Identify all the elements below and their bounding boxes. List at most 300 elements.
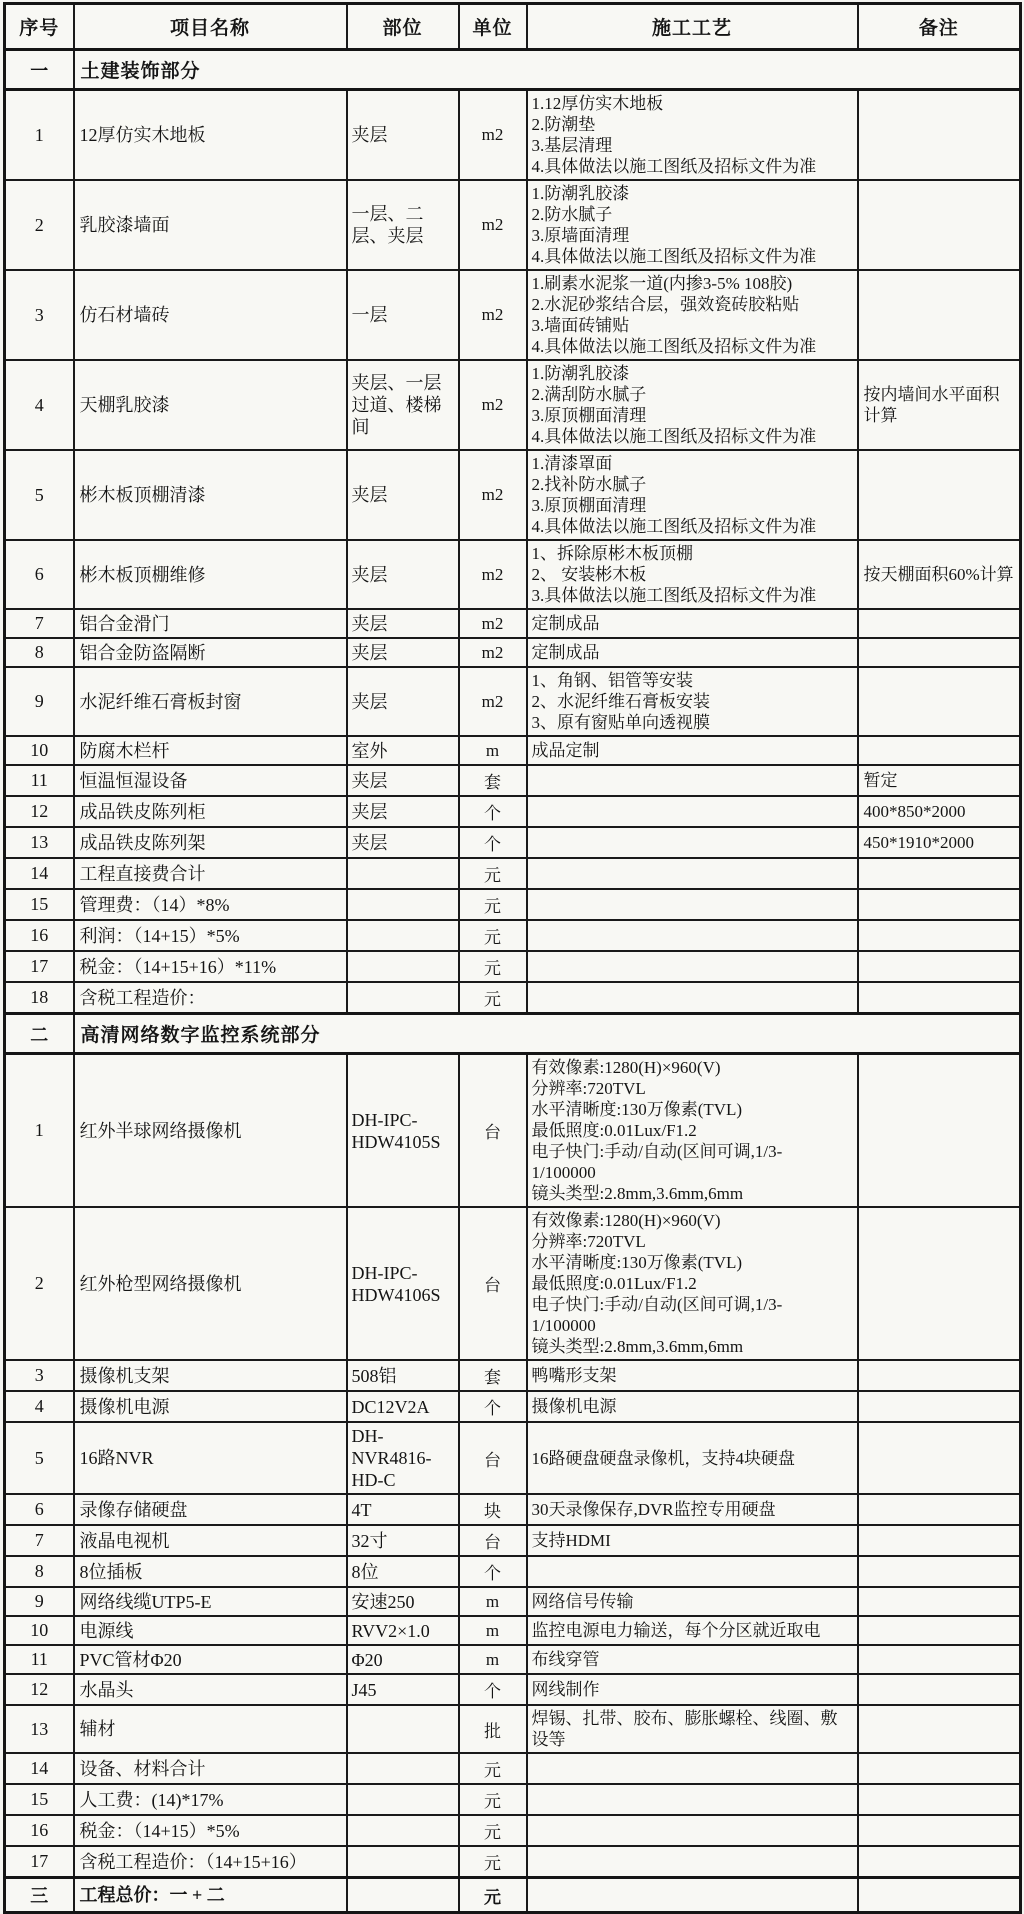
cell-remark — [858, 1391, 1021, 1422]
cell-index: 12 — [5, 1674, 74, 1705]
cell-process — [527, 1525, 858, 1556]
process-line: 镜头类型:2.8mm,3.6mm,6mm — [531, 1337, 744, 1356]
cell-location: 夹层 — [347, 540, 459, 609]
cell-remark: 按内墙间水平面积计算 — [858, 360, 1021, 450]
process-line: 监控电源电力输送，每个分区就近取电 — [531, 1621, 821, 1640]
cell-remark — [858, 1878, 1021, 1913]
cell-location: 夹层 — [347, 90, 459, 181]
table-row — [5, 180, 1021, 270]
table-row — [5, 951, 1021, 982]
cell-location: 夹层 — [347, 609, 459, 638]
cell-unit: 套 — [459, 765, 527, 796]
process-line: 4.具体做法以施工图纸及招标文件为准 — [531, 427, 817, 446]
cell-location: 8位 — [347, 1556, 459, 1587]
cell-remark — [858, 1705, 1021, 1753]
cell-index: 8 — [5, 1556, 74, 1587]
cell-item-name: 红外半球网络摄像机 — [74, 1054, 347, 1208]
cell-index: 18 — [5, 982, 74, 1014]
table-row — [5, 1784, 1021, 1815]
cell-unit: 元 — [459, 982, 527, 1014]
cell-unit: 批 — [459, 1705, 527, 1753]
cell-process — [527, 1616, 858, 1645]
cell-location: RVV2×1.0 — [347, 1616, 459, 1645]
process-line: 有效像素:1280(H)×960(V) — [531, 1211, 721, 1230]
table-row — [5, 982, 1021, 1014]
cell-remark — [858, 1784, 1021, 1815]
process-line: 4.具体做法以施工图纸及招标文件为准 — [531, 157, 817, 176]
cell-remark — [858, 1525, 1021, 1556]
cell-unit: 个 — [459, 827, 527, 858]
cell-process — [527, 1846, 858, 1878]
cell-item-name: 设备、材料合计 — [74, 1753, 347, 1784]
process-line: 定制成品 — [531, 614, 600, 633]
process-line: 4.具体做法以施工图纸及招标文件为准 — [531, 337, 817, 356]
cell-index: 6 — [5, 540, 74, 609]
cell-item-name: PVC管材Φ20 — [74, 1645, 347, 1674]
cell-unit: 个 — [459, 1556, 527, 1587]
process-line: 3、原有窗贴单向透视膜 — [531, 713, 710, 732]
cell-process — [527, 1674, 858, 1705]
cell-unit: m — [459, 1645, 527, 1674]
cell-process — [527, 1784, 858, 1815]
cell-location — [347, 982, 459, 1014]
cell-remark — [858, 920, 1021, 951]
cell-item-name: 摄像机支架 — [74, 1360, 347, 1391]
cell-process — [527, 90, 858, 181]
table-row — [5, 889, 1021, 920]
cell-unit: m — [459, 736, 527, 765]
cell-process — [527, 1054, 858, 1208]
cell-item-name: 利润：（14+15）*5% — [74, 920, 347, 951]
cell-item-name: 摄像机电源 — [74, 1391, 347, 1422]
cell-remark: 暂定 — [858, 765, 1021, 796]
table-row — [5, 1422, 1021, 1494]
cell-item-name: 录像存储硬盘 — [74, 1494, 347, 1525]
cell-process — [527, 1494, 858, 1525]
table-row — [5, 1360, 1021, 1391]
cell-item-name: 工程总价：一 + 二 — [74, 1878, 347, 1913]
cell-unit: 台 — [459, 1207, 527, 1360]
process-line: 焊锡、扎带、胶布、膨胀螺栓、线圈、敷设等 — [531, 1709, 838, 1749]
cell-unit: m2 — [459, 90, 527, 181]
cell-index: 2 — [5, 180, 74, 270]
cell-remark — [858, 982, 1021, 1014]
cell-index: 2 — [5, 1207, 74, 1360]
cell-location — [347, 889, 459, 920]
cell-process — [527, 951, 858, 982]
cell-remark: 450*1910*2000 — [858, 827, 1021, 858]
cell-process — [527, 1587, 858, 1616]
process-line: 分辨率:720TVL — [531, 1079, 646, 1098]
cell-location: 一层、二层、夹层 — [347, 180, 459, 270]
cell-process — [527, 736, 858, 765]
cell-unit: m2 — [459, 180, 527, 270]
cell-location — [347, 1784, 459, 1815]
process-line: 2、 安装彬木板 — [531, 565, 647, 584]
process-line: 2.找补防水腻子 — [531, 475, 647, 494]
cell-remark — [858, 1616, 1021, 1645]
cell-item-name: 电源线 — [74, 1616, 347, 1645]
cell-unit: 元 — [459, 920, 527, 951]
cell-remark — [858, 667, 1021, 736]
cell-item-name: 工程直接费合计 — [74, 858, 347, 889]
cell-index: 5 — [5, 1422, 74, 1494]
table-row — [5, 667, 1021, 736]
process-line: 16路硬盘硬盘录像机，支持4块硬盘 — [531, 1448, 795, 1468]
col-header-process: 施工工艺 — [527, 4, 858, 50]
process-line: 3.墙面砖铺贴 — [531, 316, 630, 335]
cell-unit: 元 — [459, 1753, 527, 1784]
cell-remark — [858, 1422, 1021, 1494]
table-row — [5, 1525, 1021, 1556]
process-line: 4.具体做法以施工图纸及招标文件为准 — [531, 517, 817, 536]
cell-process — [527, 765, 858, 796]
cell-index: 17 — [5, 1846, 74, 1878]
cell-location: 夹层 — [347, 765, 459, 796]
process-line: 1.防潮乳胶漆 — [531, 184, 630, 203]
cell-unit: 个 — [459, 1674, 527, 1705]
cell-process — [527, 920, 858, 951]
cell-index: 15 — [5, 1784, 74, 1815]
table-row — [5, 609, 1021, 638]
cell-location: 夹层、一层过道、楼梯间 — [347, 360, 459, 450]
col-header-unit: 单位 — [459, 4, 527, 50]
cell-index: 1 — [5, 90, 74, 181]
cell-item-name: 网络线缆UTP5-E — [74, 1587, 347, 1616]
process-line: 最低照度:0.01Lux/F1.2 — [531, 1121, 697, 1140]
bill-of-quantities-table — [3, 2, 1022, 1914]
cell-remark — [858, 1815, 1021, 1846]
cell-index: 三 — [5, 1878, 74, 1913]
cell-item-name: 8位插板 — [74, 1556, 347, 1587]
section-title: 土建装饰部分 — [74, 50, 1021, 90]
cell-item-name: 水泥纤维石膏板封窗 — [74, 667, 347, 736]
cell-unit: 元 — [459, 1815, 527, 1846]
process-line: 定制成品 — [531, 643, 600, 662]
cell-location: DC12V2A — [347, 1391, 459, 1422]
col-header-index: 序号 — [5, 4, 74, 50]
process-line: 2.防水腻子 — [531, 205, 613, 224]
cell-unit: 元 — [459, 1878, 527, 1913]
table-row — [5, 920, 1021, 951]
cell-item-name: 铝合金滑门 — [74, 609, 347, 638]
cell-remark — [858, 858, 1021, 889]
table-row — [5, 360, 1021, 450]
cell-process — [527, 609, 858, 638]
cell-process — [527, 638, 858, 667]
cell-unit: 个 — [459, 796, 527, 827]
cell-index: 二 — [5, 1014, 74, 1054]
process-line: 4.具体做法以施工图纸及招标文件为准 — [531, 247, 817, 266]
col-header-name: 项目名称 — [74, 4, 347, 50]
cell-index: 11 — [5, 1645, 74, 1674]
table-row — [5, 1556, 1021, 1587]
cell-process — [527, 1556, 858, 1587]
cell-process — [527, 1360, 858, 1391]
cell-index: 15 — [5, 889, 74, 920]
cell-remark — [858, 1054, 1021, 1208]
table-row — [5, 1705, 1021, 1753]
process-line: 1.刷素水泥浆一道(内掺3-5% 108胶) — [531, 274, 793, 293]
cell-location — [347, 951, 459, 982]
cell-remark — [858, 951, 1021, 982]
process-line: 2.满刮防水腻子 — [531, 385, 647, 404]
process-line: 鸭嘴形支架 — [531, 1366, 617, 1385]
cell-item-name: 成品铁皮陈列架 — [74, 827, 347, 858]
cell-index: 6 — [5, 1494, 74, 1525]
table-row — [5, 1815, 1021, 1846]
cell-location — [347, 920, 459, 951]
cell-index: 12 — [5, 796, 74, 827]
cell-process — [527, 982, 858, 1014]
cell-location — [347, 1753, 459, 1784]
cell-unit: 台 — [459, 1054, 527, 1208]
table-row — [5, 796, 1021, 827]
table-row — [5, 450, 1021, 540]
process-line: 镜头类型:2.8mm,3.6mm,6mm — [531, 1184, 744, 1203]
table-row — [5, 1846, 1021, 1878]
cell-process — [527, 1645, 858, 1674]
table-row — [5, 90, 1021, 181]
cell-unit: 套 — [459, 1360, 527, 1391]
table-row — [5, 1616, 1021, 1645]
cell-remark — [858, 270, 1021, 360]
cell-process — [527, 180, 858, 270]
cell-remark — [858, 1494, 1021, 1525]
table-row — [5, 1753, 1021, 1784]
cell-index: 4 — [5, 1391, 74, 1422]
cell-remark — [858, 1556, 1021, 1587]
process-line: 1.防潮乳胶漆 — [531, 364, 630, 383]
cell-location: 夹层 — [347, 667, 459, 736]
cell-location — [347, 1846, 459, 1878]
cell-remark — [858, 609, 1021, 638]
cell-item-name: 水晶头 — [74, 1674, 347, 1705]
process-line: 2.防潮垫 — [531, 115, 596, 134]
cell-unit: m2 — [459, 667, 527, 736]
cell-item-name: 恒温恒湿设备 — [74, 765, 347, 796]
cell-location: 一层 — [347, 270, 459, 360]
cell-process — [527, 1878, 858, 1913]
table-row — [5, 765, 1021, 796]
cell-item-name: 税金：（14+15）*5% — [74, 1815, 347, 1846]
process-line: 最低照度:0.01Lux/F1.2 — [531, 1274, 697, 1293]
cell-item-name: 天棚乳胶漆 — [74, 360, 347, 450]
process-line: 1.12厚仿实木地板 — [531, 94, 664, 113]
cell-unit: m2 — [459, 270, 527, 360]
cell-index: 13 — [5, 1705, 74, 1753]
cell-index: 14 — [5, 858, 74, 889]
cell-index: 7 — [5, 1525, 74, 1556]
cell-unit: 元 — [459, 858, 527, 889]
cell-remark — [858, 889, 1021, 920]
section-row — [5, 50, 1021, 90]
cell-remark — [858, 450, 1021, 540]
process-line: 3.原墙面清理 — [531, 226, 630, 245]
table-row — [5, 1054, 1021, 1208]
process-line: 3.原顶棚面清理 — [531, 406, 647, 425]
cell-remark — [858, 1645, 1021, 1674]
cell-remark: 按天棚面积60%计算 — [858, 540, 1021, 609]
cell-process — [527, 540, 858, 609]
cell-index: 16 — [5, 1815, 74, 1846]
cell-process — [527, 889, 858, 920]
cell-item-name: 铝合金防盗隔断 — [74, 638, 347, 667]
cell-item-name: 仿石材墙砖 — [74, 270, 347, 360]
cell-item-name: 成品铁皮陈列柜 — [74, 796, 347, 827]
cell-item-name: 16路NVR — [74, 1422, 347, 1494]
cell-unit: m2 — [459, 360, 527, 450]
cell-index: 14 — [5, 1753, 74, 1784]
cell-index: 7 — [5, 609, 74, 638]
cell-unit: 元 — [459, 951, 527, 982]
cell-index: 3 — [5, 1360, 74, 1391]
cell-unit: m2 — [459, 450, 527, 540]
cell-remark — [858, 1753, 1021, 1784]
cell-index: 5 — [5, 450, 74, 540]
cell-location: 32寸 — [347, 1525, 459, 1556]
cell-index: 17 — [5, 951, 74, 982]
cell-index: 11 — [5, 765, 74, 796]
cell-location: DH-NVR4816-HD-C — [347, 1422, 459, 1494]
cell-process — [527, 1705, 858, 1753]
table-row — [5, 858, 1021, 889]
cell-index: 1 — [5, 1054, 74, 1208]
cell-index: 13 — [5, 827, 74, 858]
process-line: 成品定制 — [531, 741, 600, 760]
cell-index: 4 — [5, 360, 74, 450]
cell-location: 508铝 — [347, 1360, 459, 1391]
process-line: 2.水泥砂浆结合层，强效瓷砖胶粘贴 — [531, 295, 800, 314]
cell-process — [527, 858, 858, 889]
cell-location — [347, 1878, 459, 1913]
cell-index: 3 — [5, 270, 74, 360]
cell-location: Φ20 — [347, 1645, 459, 1674]
cell-item-name: 防腐木栏杆 — [74, 736, 347, 765]
cell-location — [347, 1815, 459, 1846]
cell-unit: 块 — [459, 1494, 527, 1525]
process-line: 有效像素:1280(H)×960(V) — [531, 1058, 721, 1077]
cell-location — [347, 858, 459, 889]
process-line: 1、角钢、铝管等安装 — [531, 671, 693, 690]
table-row — [5, 1207, 1021, 1360]
cell-location: DH-IPC-HDW4106S — [347, 1207, 459, 1360]
table-body — [5, 50, 1021, 1913]
cell-process — [527, 827, 858, 858]
cell-unit: m2 — [459, 609, 527, 638]
cell-unit: 台 — [459, 1525, 527, 1556]
cell-index: 一 — [5, 50, 74, 90]
col-header-location: 部位 — [347, 4, 459, 50]
cell-remark — [858, 90, 1021, 181]
process-line: 3.基层清理 — [531, 136, 613, 155]
section-row — [5, 1014, 1021, 1054]
cell-location: 夹层 — [347, 638, 459, 667]
cell-item-name: 辅材 — [74, 1705, 347, 1753]
cell-remark — [858, 736, 1021, 765]
cell-location: 室外 — [347, 736, 459, 765]
cell-item-name: 红外枪型网络摄像机 — [74, 1207, 347, 1360]
cell-remark — [858, 1846, 1021, 1878]
table-row — [5, 1645, 1021, 1674]
process-line: 网线制作 — [531, 1680, 600, 1699]
process-line: 3.原顶棚面清理 — [531, 496, 647, 515]
process-line: 3.具体做法以施工图纸及招标文件为准 — [531, 586, 817, 605]
table-row — [5, 1494, 1021, 1525]
cell-process — [527, 667, 858, 736]
process-line: 水平清晰度:130万像素(TVL) — [531, 1253, 743, 1272]
cell-unit: m — [459, 1616, 527, 1645]
cell-unit: m2 — [459, 540, 527, 609]
header-row — [5, 4, 1021, 50]
cell-location: 夹层 — [347, 796, 459, 827]
cell-unit: 元 — [459, 1846, 527, 1878]
cell-location: 夹层 — [347, 827, 459, 858]
cell-process — [527, 360, 858, 450]
cell-unit: 个 — [459, 1391, 527, 1422]
cell-item-name: 液晶电视机 — [74, 1525, 347, 1556]
cell-process — [527, 270, 858, 360]
cell-process — [527, 1753, 858, 1784]
cell-location: DH-IPC-HDW4105S — [347, 1054, 459, 1208]
table-row — [5, 540, 1021, 609]
process-line: 30天录像保存,DVR监控专用硬盘 — [531, 1500, 776, 1519]
cell-remark — [858, 1587, 1021, 1616]
cell-unit: 台 — [459, 1422, 527, 1494]
cell-remark: 400*850*2000 — [858, 796, 1021, 827]
col-header-remark: 备注 — [858, 4, 1021, 50]
cell-process — [527, 1391, 858, 1422]
cell-location: 夹层 — [347, 450, 459, 540]
cell-item-name: 税金：（14+15+16）*11% — [74, 951, 347, 982]
table-row — [5, 1391, 1021, 1422]
process-line: 分辨率:720TVL — [531, 1232, 646, 1251]
cell-item-name: 彬木板顶棚维修 — [74, 540, 347, 609]
process-line: 网络信号传输 — [531, 1592, 634, 1611]
section-title: 高清网络数字监控系统部分 — [74, 1014, 1021, 1054]
cell-index: 10 — [5, 736, 74, 765]
cell-unit: m2 — [459, 638, 527, 667]
cell-item-name: 12厚仿实木地板 — [74, 90, 347, 181]
cell-item-name: 管理费：（14）*8% — [74, 889, 347, 920]
cell-location: J45 — [347, 1674, 459, 1705]
cell-unit: 元 — [459, 889, 527, 920]
cell-index: 10 — [5, 1616, 74, 1645]
process-line: 布线穿管 — [531, 1650, 600, 1669]
cell-index: 16 — [5, 920, 74, 951]
table-row — [5, 827, 1021, 858]
cell-remark — [858, 180, 1021, 270]
cell-item-name: 含税工程造价： — [74, 982, 347, 1014]
cell-index: 8 — [5, 638, 74, 667]
cell-remark — [858, 1674, 1021, 1705]
cell-location — [347, 1705, 459, 1753]
cell-item-name: 彬木板顶棚清漆 — [74, 450, 347, 540]
process-line: 1/100000 — [531, 1163, 596, 1182]
cell-process — [527, 796, 858, 827]
cell-item-name: 含税工程造价：（14+15+16） — [74, 1846, 347, 1878]
cell-unit: 元 — [459, 1784, 527, 1815]
process-line: 电子快门:手动/自动(区间可调,1/3- — [531, 1295, 783, 1314]
cell-process — [527, 1422, 858, 1494]
process-line: 水平清晰度:130万像素(TVL) — [531, 1100, 743, 1119]
table-row — [5, 736, 1021, 765]
cell-remark — [858, 1360, 1021, 1391]
process-line: 摄像机电源 — [531, 1397, 617, 1416]
cell-location: 4T — [347, 1494, 459, 1525]
cell-index: 9 — [5, 1587, 74, 1616]
cell-process — [527, 1815, 858, 1846]
